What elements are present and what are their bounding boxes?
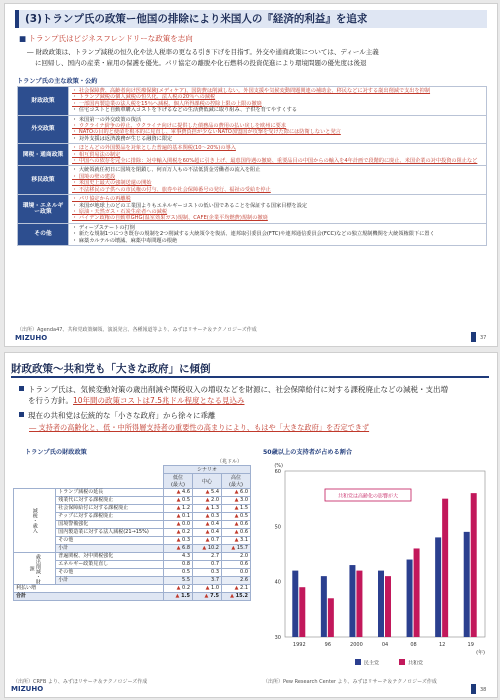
row-label: その他 (56, 537, 164, 545)
policy-row (18, 87, 487, 116)
triangle-up-icon: ▲ (205, 585, 212, 592)
value-cell (193, 537, 222, 545)
policy-item: ・ 社会保障費、高齢者向け医療保険(メディケア)、国防費は削減しない。外国支援や気候変動問題関連の補助金、移民などに対する歳出削減で支出を抑制 (72, 88, 431, 94)
triangle-up-icon: ▲ (234, 497, 241, 504)
triangle-up-icon: ▲ (176, 489, 183, 496)
x-tick-label: 04 (381, 642, 389, 648)
value-cell (164, 585, 193, 593)
triangle-up-icon: ▲ (230, 593, 236, 600)
value: 0.3 (211, 513, 219, 520)
value-cell (164, 569, 193, 577)
value: 2.0 (211, 497, 219, 504)
value: 0.4 (211, 529, 219, 536)
value: 0.6 (240, 561, 248, 568)
table-header-row (14, 466, 251, 474)
policy-item: ・ 国境の壁の建設 (72, 173, 116, 180)
bar-republican (299, 587, 305, 637)
bullet-line (19, 34, 193, 44)
bullet-square-icon (19, 412, 24, 417)
triangle-up-icon: ▲ (204, 593, 211, 600)
bar-democrat (407, 560, 413, 637)
title-underline (11, 376, 489, 378)
value-cell (222, 561, 251, 569)
y-tick-label: 40 (274, 579, 281, 586)
triangle-up-icon: ▲ (205, 529, 212, 536)
policy-row (18, 166, 487, 195)
value-cell (164, 577, 193, 585)
value-cell (164, 537, 193, 545)
policy-category: 外交政策 (18, 115, 69, 144)
value: 0.3 (211, 569, 219, 576)
value: 0.0 (182, 521, 190, 528)
paragraph-3: ― 支持者の高齢化と、低・中所得層支持者の重要性の高まりにより、もはや「大きな政府」を否定できず (29, 423, 370, 432)
value: 0.0 (240, 569, 248, 576)
value-cell (164, 553, 193, 561)
row-label: 合計 (14, 593, 164, 601)
value: 2.7 (211, 553, 219, 560)
value-cell (222, 489, 251, 497)
value: 0.7 (211, 537, 219, 544)
value: 0.6 (240, 521, 248, 528)
legend-label: 共和党 (408, 660, 424, 667)
x-tick-label: 96 (324, 642, 332, 648)
column-header: 高位 (最大) (222, 474, 251, 489)
value-cell (222, 577, 251, 585)
total-row (14, 593, 251, 601)
legend-swatch (355, 659, 361, 665)
policy-item: ・ 新たな規制1つにつき既存の規制を2つ削減する大統領令を復活、連邦取引委員会(FTC)や連邦通信委員会(FCC)などの独立規制機関を大統領権限下に置く (72, 231, 435, 238)
bar-democrat (435, 537, 441, 637)
value: 6.0 (240, 489, 248, 496)
value-cell (164, 489, 193, 497)
bar-republican (471, 493, 477, 637)
value: 3.1 (240, 537, 248, 544)
value-cell (193, 593, 222, 601)
triangle-up-icon: ▲ (234, 585, 241, 592)
value: 4.6 (182, 489, 190, 496)
policy-category: 環境・エネルギー政策 (18, 195, 69, 224)
triangle-up-icon: ▲ (234, 505, 241, 512)
triangle-up-icon: ▲ (234, 537, 241, 544)
value: 2.6 (240, 577, 248, 584)
triangle-up-icon: ▲ (205, 489, 212, 496)
value: 0.5 (182, 497, 190, 504)
triangle-up-icon: ▲ (234, 489, 241, 496)
policy-items (69, 223, 487, 245)
source-left: （出所）CRFB より、みずほリサーチ＆テクノロジーズ作成 (13, 679, 148, 685)
value-cell (164, 529, 193, 537)
policy-category: その他 (18, 223, 69, 245)
value-cell (193, 585, 222, 593)
value-cell (193, 513, 222, 521)
value: 2.0 (240, 553, 248, 560)
bullet-text: トランプ氏はビジネスフレンドリーな政策を志向 (28, 34, 193, 43)
chart-caption: 50歳以上の支持者が占める割合 (263, 449, 353, 456)
policy-row (18, 195, 487, 224)
bar-democrat (292, 571, 298, 637)
value: 0.8 (182, 561, 190, 568)
triangle-up-icon: ▲ (176, 497, 183, 504)
policy-item: ・ ほとんどの外国製品を対象とした普遍的基本関税(10〜20%)の導入 (72, 145, 236, 152)
y-tick-label: 30 (274, 635, 281, 641)
value: 0.2 (182, 585, 190, 592)
value: 15.2 (235, 593, 248, 600)
value-cell (222, 537, 251, 545)
page-number: 38 (480, 687, 487, 693)
policy-item: ・ ディープステートの打倒 (72, 224, 135, 231)
triangle-up-icon: ▲ (176, 521, 183, 528)
value-cell (193, 489, 222, 497)
policy-items (69, 195, 487, 224)
bullet-square-icon (19, 386, 24, 391)
x-tick-label: 19 (467, 642, 474, 648)
page-marker (471, 332, 476, 342)
triangle-up-icon: ▲ (205, 505, 212, 512)
triangle-up-icon: ▲ (176, 585, 183, 592)
row-label: トランプ減税の延長 (56, 489, 164, 497)
value-cell (222, 505, 251, 513)
policy-item: ・ パリ協定からの再離脱 (72, 196, 131, 203)
value: 0.4 (211, 521, 219, 528)
triangle-up-icon: ▲ (231, 545, 237, 552)
scenario-header: シナリオ (164, 466, 251, 474)
policy-item: ・ 米国が地球上のどの工業国よりもエネルギーコストの低い国であることを保証する国家目標を設定 (72, 202, 308, 209)
value: 3.7 (211, 577, 219, 584)
value: 5.4 (211, 489, 219, 496)
value: 0.3 (182, 537, 190, 544)
triangle-up-icon: ▲ (205, 521, 212, 528)
table-caption: トランプ氏の主な政策・公約 (17, 78, 98, 85)
row-label: 残業代に対する課税廃止 (56, 497, 164, 505)
triangle-up-icon: ▲ (234, 521, 241, 528)
value-cell (222, 513, 251, 521)
value: 7.5 (210, 593, 219, 600)
triangle-up-icon: ▲ (202, 545, 208, 552)
triangle-up-icon: ▲ (176, 505, 183, 512)
policy-items (69, 166, 487, 195)
value-cell (222, 545, 251, 553)
bar-democrat (321, 576, 327, 637)
source-right: （出所）Pew Research Center より、みずほリサーチ＆テクノロジーズ作成 (263, 679, 437, 685)
value-cell (164, 497, 193, 505)
policy-item: ・ 対外支援は返済義務が生じる融資に限定 (72, 135, 173, 142)
value: 0.5 (240, 513, 248, 520)
x-tick-label: 2000 (350, 642, 363, 648)
value-cell (164, 561, 193, 569)
value-cell (222, 569, 251, 577)
x-tick-label: 08 (410, 642, 417, 648)
triangle-up-icon: ▲ (205, 513, 212, 520)
table-unit: （兆ドル） (217, 459, 243, 465)
row-label: 国内製造業に対する法人減税(21→15%) (56, 529, 164, 537)
value-cell (193, 545, 222, 553)
policy-item: ・ 住宅コストと自動車購入コストを下げるなどの生活費低減に取り組み、子供を育てやすくする (72, 107, 298, 114)
value: 1.5 (240, 505, 248, 512)
y-tick-label: 50 (274, 524, 281, 531)
policy-item: ・ 相互貿易法の制定 (72, 151, 121, 158)
policy-items (69, 87, 487, 116)
row-label: その他 (56, 569, 164, 577)
value-cell (222, 497, 251, 505)
paragraph-1: トランプ氏は、気候変動対策の歳出削減や関税収入の増収などを財源に、社会保障給付に対する課税廃止などの減税・支出増 (19, 385, 485, 396)
group-label: 減税・歳入 (14, 489, 56, 553)
value-cell (164, 545, 193, 553)
policy-item: ・ ウクライナ紛争の停止、ウクライナ向けに提供した債務品の費用の払い戻しを欧州に要求 (72, 123, 287, 130)
bar-republican (328, 598, 334, 637)
policy-item: ・ NATOの目的と使命を根本的に見直し、軍事費負担が少ないNATO加盟国が攻撃を受けた際には防衛しないと発言 (72, 129, 341, 136)
policy-table (17, 86, 487, 246)
slide-38 (4, 352, 498, 698)
row-label: チップに対する課税廃止 (56, 513, 164, 521)
triangle-up-icon: ▲ (175, 593, 182, 600)
legend-label: 民主党 (364, 660, 380, 667)
value-cell (164, 505, 193, 513)
triangle-up-icon: ▲ (205, 497, 212, 504)
value: 1.2 (182, 505, 190, 512)
value: 0.6 (240, 529, 248, 536)
x-tick-label: 1992 (292, 642, 306, 648)
policy-item: ・ 不法移民の子供への市民権の付与、旅券や社会保障番号の発行、福祉の受給を停止 (72, 186, 271, 193)
header-blank (14, 466, 164, 474)
table-row (14, 489, 251, 497)
value: 6.8 (182, 545, 190, 552)
value-cell (164, 513, 193, 521)
value-cell (193, 577, 222, 585)
support-age-chart (257, 457, 493, 679)
paragraph-1-cont: を行う方針。10年間の政策コストは7.5兆ドル程度となる見込み (28, 396, 245, 405)
bar-republican (356, 571, 362, 637)
value: 15.7 (236, 545, 248, 552)
bullet-square-icon: ■ (19, 34, 27, 43)
x-tick-label: 12 (438, 642, 446, 648)
policy-item: ・ 麻薬カルテルの壊滅、麻薬中毒問題の根絶 (72, 237, 178, 244)
policy-item: ・ 一部国内製造業の法人税を15％へ減税、個人所得課税の控除上限の上限の撤廃 (72, 100, 262, 107)
value-cell (222, 585, 251, 593)
policy-items (69, 144, 487, 166)
value-cell (193, 529, 222, 537)
value: 10.2 (207, 545, 219, 552)
mizuho-logo: MIZUHO (11, 685, 44, 693)
value: 0.7 (211, 561, 219, 568)
value-cell (222, 529, 251, 537)
row-label: 小計 (56, 577, 164, 585)
policy-category: 財政政策 (18, 87, 69, 116)
row-label: エネルギー政策見直し (56, 561, 164, 569)
row-label: 利払い増 (14, 585, 164, 593)
value-cell (222, 553, 251, 561)
table-caption: トランプ氏の財政政策 (25, 449, 87, 456)
policy-item: ・ 原油・天然ガス・石炭生産者への減税 (72, 208, 168, 215)
policy-row (18, 144, 487, 166)
policy-item: ・ トランプ減税の個人減税の恒久化、法人税の20％への減税 (72, 94, 216, 101)
bar-republican (414, 548, 420, 637)
row-label: 国境警備強化 (56, 521, 164, 529)
triangle-up-icon: ▲ (234, 529, 241, 536)
row-label: 普遍関税、対中関税強化 (56, 553, 164, 561)
highlight-cost: 10年間の政策コストは7.5兆ドル程度となる見込み (73, 396, 245, 405)
bar-democrat (378, 571, 384, 637)
value: 1.0 (211, 585, 219, 592)
group-label: 歳出削減・財源 (14, 553, 56, 585)
value-cell (193, 521, 222, 529)
slide-title: 財政政策〜共和党も「大きな政府」に傾倒 (11, 363, 211, 375)
policy-item: ・ 中国への依存を完全に排除：対中輸入関税を60%超に引き上げ、最恵国待遇の撤廃、重要品目の中国からの輸入を4年計画で段階的に廃止、米国企業の対中投資の阻止など (72, 158, 478, 165)
fiscal-policy-table (13, 465, 251, 601)
value: 0.5 (182, 569, 190, 576)
value-cell (222, 521, 251, 529)
bar-republican (442, 499, 448, 637)
value: 2.1 (240, 585, 248, 592)
page-marker (471, 684, 476, 694)
value: 0.2 (182, 529, 190, 536)
bar-democrat (349, 565, 355, 637)
triangle-up-icon: ▲ (176, 513, 183, 520)
policy-category: 関税・通商政策 (18, 144, 69, 166)
value: 1.3 (211, 505, 219, 512)
policy-row (18, 115, 487, 144)
table-header-row (14, 474, 251, 489)
header-blank (14, 474, 164, 489)
value-cell (222, 593, 251, 601)
triangle-up-icon: ▲ (205, 537, 212, 544)
policy-item: ・ バイデン政権の自動車GHG(温室効果ガス)規制、CAFE(企業平均燃費)規制の撤廃 (72, 215, 268, 222)
policy-category: 移民政策 (18, 166, 69, 195)
value: 3.0 (240, 497, 248, 504)
policy-item: ・ 米国史上最大の強制送還の開始 (72, 180, 152, 187)
paragraph-2: 現在の共和党は伝統的な「小さな政府」から徐々に乖離 (19, 411, 485, 422)
y-tick-label: 60 (274, 469, 281, 475)
value: 5.5 (182, 577, 190, 584)
value-cell (164, 521, 193, 529)
interest-row (14, 585, 251, 593)
policy-row (18, 223, 487, 245)
bar-democrat (464, 532, 470, 637)
annotation-text: 共和党は高齢化の影響が大 (337, 493, 399, 500)
row-label: 社会保障給付に対する課税廃止 (56, 505, 164, 513)
slide-title: (3)トランプ氏の政策ー他国の排除により米国人の『経済的利益』を追求 (15, 10, 487, 28)
triangle-up-icon: ▲ (176, 529, 183, 536)
value-cell (193, 497, 222, 505)
bar-republican (385, 576, 391, 637)
column-header: 中心 (193, 474, 222, 489)
page-number: 37 (480, 335, 487, 341)
sub-line-2: に回帰し、国内の産業・雇用の保護を優先。パリ協定の離脱や化石燃料の投資促進により環境問題の優先度は後退 (35, 59, 367, 67)
value-cell (193, 505, 222, 513)
triangle-up-icon: ▲ (234, 513, 241, 520)
value: 0.1 (182, 513, 190, 520)
column-header: 低位 (最大) (164, 474, 193, 489)
triangle-up-icon: ▲ (176, 545, 183, 552)
value-cell (193, 553, 222, 561)
value: 1.5 (181, 593, 190, 600)
value: 4.3 (182, 553, 190, 560)
x-unit-label: (年) (476, 650, 485, 656)
policy-items (69, 115, 487, 144)
policy-item: ・ 大統領就任初日に国境を閉鎖し、何百万人もの不法低賃金労働者の流入を阻止 (72, 167, 261, 174)
value-cell (164, 593, 193, 601)
source-note: （出所）Agenda47、共和党政策綱領、演説発言、各種報道等より、みずほリサーチ＆テクノロジーズ作成 (17, 327, 257, 333)
triangle-up-icon: ▲ (176, 537, 183, 544)
legend-swatch (399, 659, 405, 665)
sub-line-1: ― 財政政策は、トランプ減税の恒久化や法人税率の更なる引き下げを目指す。外交や通商政策については、ディール主義 (27, 48, 379, 56)
mizuho-logo: MIZUHO (15, 334, 48, 342)
policy-item: ・ 米国第一の外交政策の復活 (72, 116, 142, 123)
value-cell (193, 569, 222, 577)
row-label: 小計 (56, 545, 164, 553)
slide-37 (4, 3, 498, 347)
table-row (14, 553, 251, 561)
value-cell (193, 561, 222, 569)
y-unit-label: (%) (274, 463, 283, 469)
